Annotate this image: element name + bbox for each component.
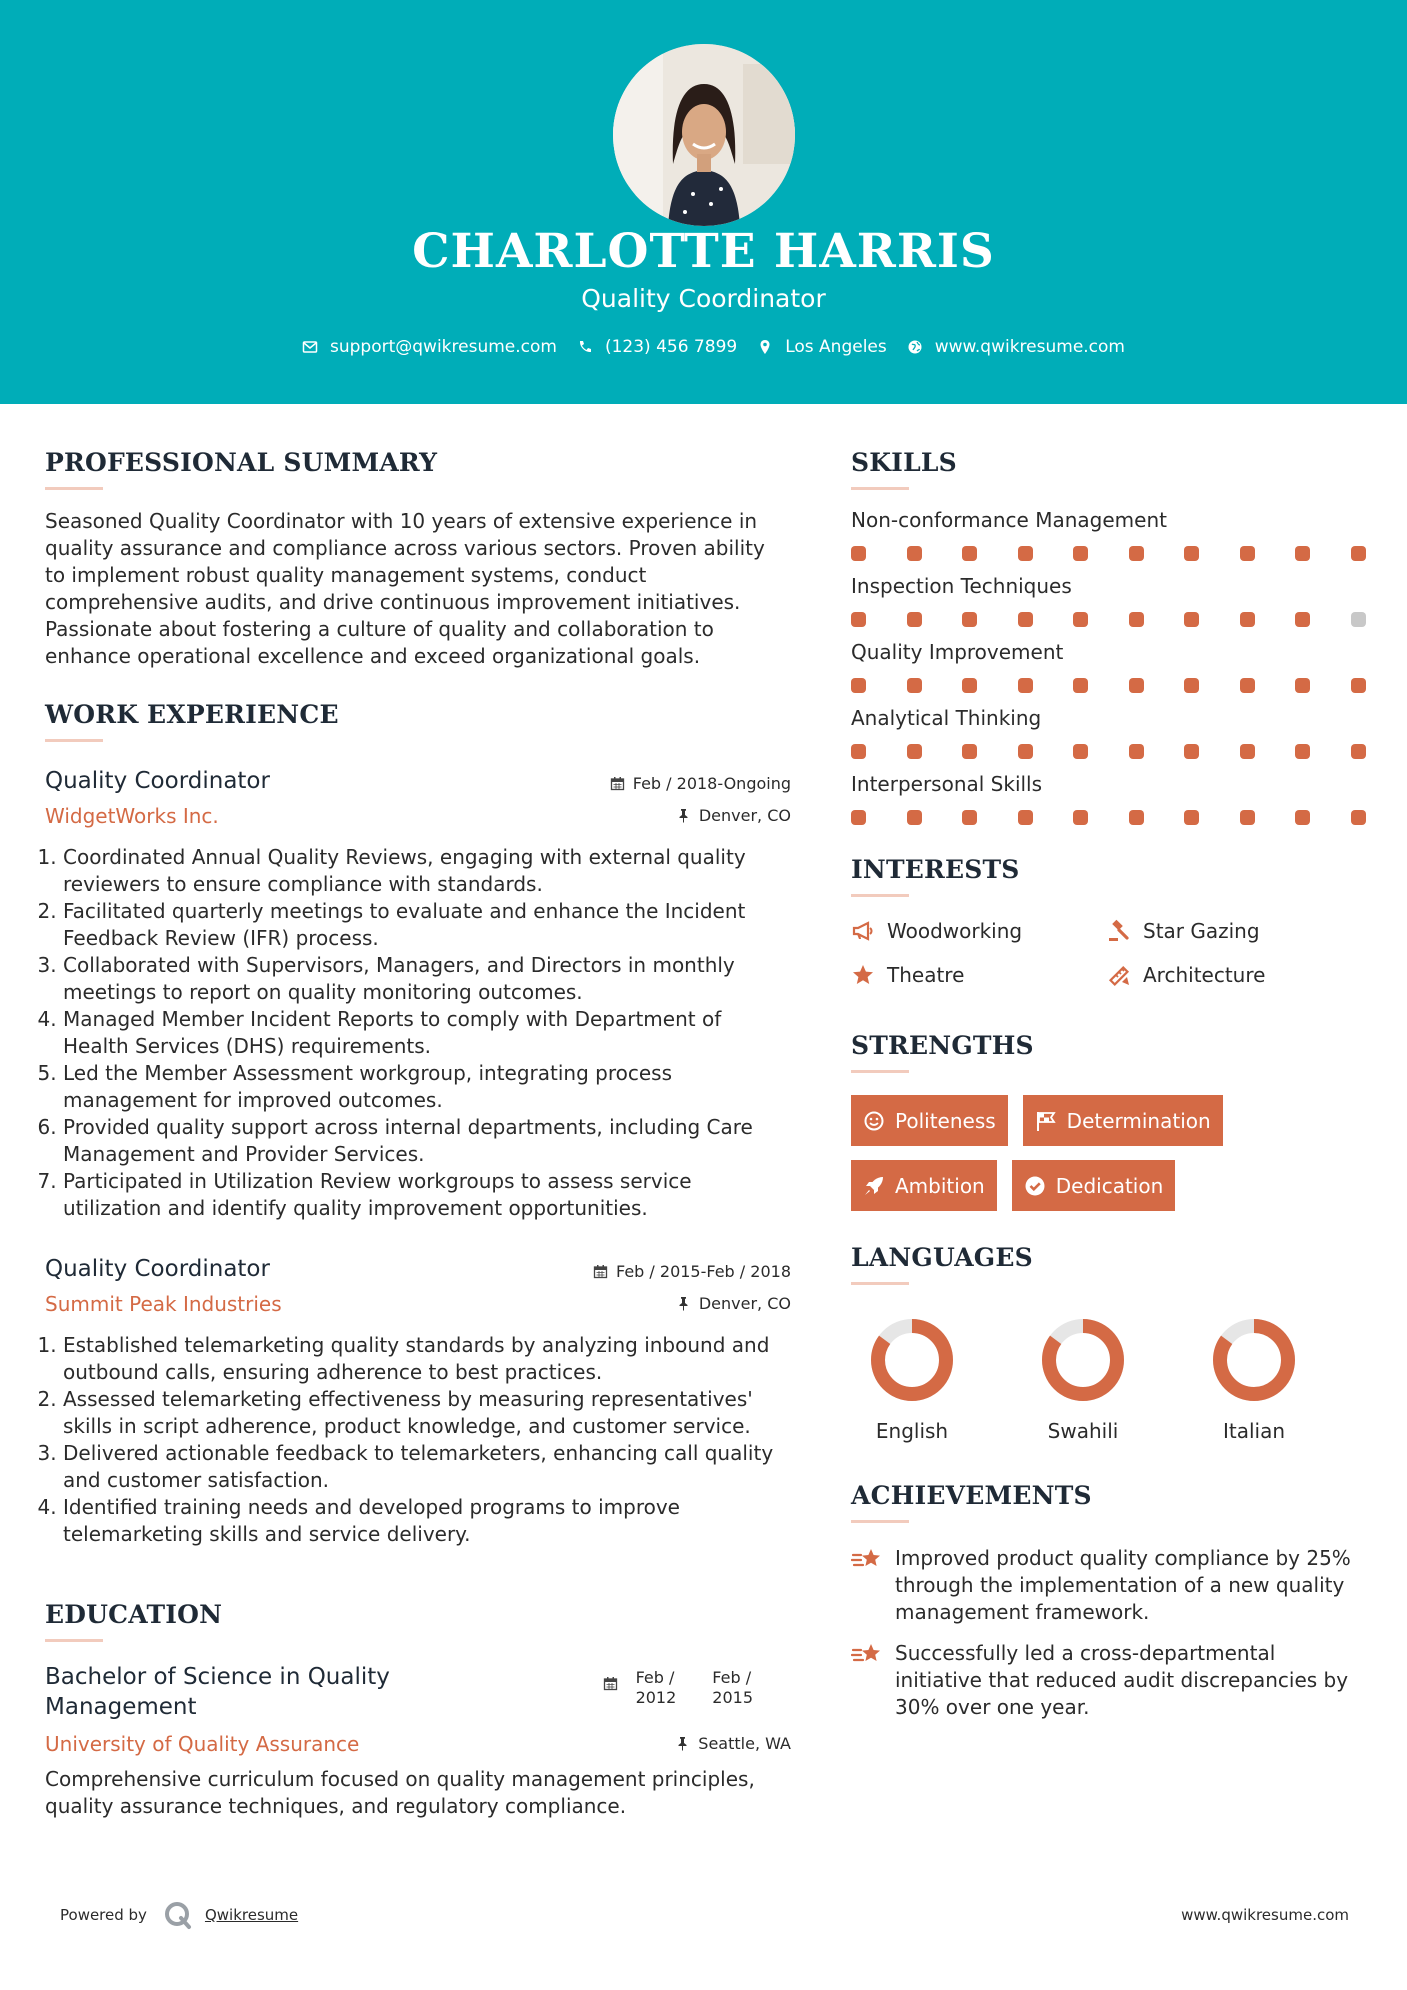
skill-rating	[851, 612, 1366, 627]
interest-label: Architecture	[1143, 963, 1266, 987]
pushpin-icon	[676, 1296, 691, 1311]
rating-dot	[851, 546, 866, 561]
education-section	[45, 1600, 791, 1820]
start-month: Feb /	[635, 1668, 675, 1687]
duty-list	[45, 844, 791, 1222]
duty-item: 3. Collaborated with Supervisors, Managers, and Directors in monthly meetings to report on quality monitoring outcomes.	[63, 952, 791, 1006]
rating-dot	[907, 612, 922, 627]
job-entry	[45, 768, 791, 1222]
languages-section	[851, 1243, 1366, 1443]
rating-dot	[1073, 612, 1088, 627]
duty-item: 4. Identified training needs and developed programs to improve telemarketing skills and service delivery.	[63, 1494, 791, 1548]
duty-list	[45, 1332, 791, 1548]
rating-dot	[907, 546, 922, 561]
section-rule	[851, 1070, 909, 1073]
rating-dot	[1295, 744, 1310, 759]
interests-section	[851, 855, 1366, 987]
rating-dot	[1018, 744, 1033, 759]
achievement-text: Successfully led a cross-departmental initiative that reduced audit discrepancies by 30% over one year.	[895, 1641, 1349, 1719]
rating-dot	[1295, 810, 1310, 825]
rating-dot	[962, 612, 977, 627]
skill-rating	[851, 546, 1366, 561]
experience-heading: WORK EXPERIENCE	[45, 700, 339, 729]
strength-label: Politeness	[895, 1108, 996, 1133]
summary-section	[45, 448, 791, 670]
interest-label: Star Gazing	[1143, 919, 1260, 943]
footer-website[interactable]: www.qwikresume.com	[1181, 1906, 1349, 1924]
profile-photo	[613, 44, 795, 226]
rating-dot	[1351, 810, 1366, 825]
job-dates-text: Feb / 2015-Feb / 2018	[616, 1262, 791, 1281]
rating-dot	[1240, 612, 1255, 627]
calendar-icon	[593, 1264, 608, 1279]
skill-rating	[851, 810, 1366, 825]
rating-dot	[1018, 546, 1033, 561]
education-description: Comprehensive curriculum focused on quality management principles, quality assurance techniques, and regulatory compliance.	[45, 1767, 755, 1818]
rating-dot	[1018, 810, 1033, 825]
interests-heading: INTERESTS	[851, 855, 1020, 884]
strength-badge	[851, 1160, 997, 1211]
rating-dot	[1129, 678, 1144, 693]
skill-rating	[851, 744, 1366, 759]
qwikresume-logo-icon	[163, 1900, 193, 1930]
rating-dot	[962, 546, 977, 561]
rating-dot	[851, 810, 866, 825]
education-dates	[603, 1668, 753, 1708]
strengths-heading: STRENGTHS	[851, 1031, 1034, 1060]
duty-item: 2. Assessed telemarketing effectiveness by measuring representatives' skills in script adherence, product knowledge, and customer service.	[63, 1386, 791, 1440]
interests-grid	[851, 919, 1366, 987]
contact-website[interactable]: www.qwikresume.com	[934, 337, 1125, 357]
rating-dot	[851, 744, 866, 759]
footer-powered-by	[60, 1900, 298, 1930]
duty-item: 1. Established telemarketing quality standards by analyzing inbound and outbound calls, ensuring adherence to best practices.	[63, 1332, 791, 1386]
language-item	[1193, 1315, 1364, 1443]
job-title: Quality Coordinator	[45, 768, 270, 794]
flag-icon	[1035, 1110, 1057, 1132]
language-item	[1022, 1315, 1193, 1443]
rating-dot	[1240, 678, 1255, 693]
skills-heading: SKILLS	[851, 448, 957, 477]
end-month: Feb /	[712, 1668, 752, 1687]
language-name: Swahili	[1047, 1419, 1119, 1443]
duty-item: 2. Facilitated quarterly meetings to evaluate and enhance the Incident Feedback Review (IFR) process.	[63, 898, 791, 952]
job-entry	[45, 1256, 791, 1548]
job-location	[676, 1294, 791, 1313]
rating-dot	[1240, 810, 1255, 825]
rating-dot	[907, 744, 922, 759]
duty-item: 5. Led the Member Assessment workgroup, integrating process management for improved outcomes.	[63, 1060, 791, 1114]
section-rule	[851, 1282, 909, 1285]
duty-item: 6. Provided quality support across internal departments, including Care Management and Provider Services.	[63, 1114, 791, 1168]
end-year: 2015	[712, 1688, 753, 1707]
rating-dot	[1184, 744, 1199, 759]
strength-label: Determination	[1066, 1108, 1211, 1133]
job-title: Quality Coordinator	[45, 1256, 270, 1282]
powered-by-label: Powered by	[60, 1906, 147, 1924]
rating-dot	[962, 678, 977, 693]
section-rule	[851, 487, 909, 490]
language-name: Italian	[1222, 1419, 1286, 1443]
strength-label: Dedication	[1055, 1173, 1164, 1198]
interest-label: Woodworking	[887, 919, 1023, 943]
rating-dot	[851, 678, 866, 693]
achievements-section	[851, 1481, 1366, 1721]
contact-location: Los Angeles	[785, 337, 887, 357]
skill-rating	[851, 678, 1366, 693]
company-name: WidgetWorks Inc.	[45, 804, 219, 828]
achievement-item	[851, 1640, 1366, 1721]
job-location	[676, 806, 791, 825]
rating-dot	[1351, 612, 1366, 627]
star-icon	[851, 963, 875, 987]
duty-item: 4. Managed Member Incident Reports to comply with Department of Health Services (DHS) requirements.	[63, 1006, 791, 1060]
job-location-text: Denver, CO	[698, 806, 791, 825]
summary-text: Seasoned Quality Coordinator with 10 years of extensive experience in quality assurance and compliance across various sectors. Proven ability to implement robust quality management systems, conduct comprehensive audits, and drive continuous improvement initiatives. Passionate about fostering a culture of quality and collaboration to enhance operational excellence and exceed organizational goals.	[45, 509, 765, 668]
left-column	[45, 448, 791, 1820]
interest-item	[851, 963, 1107, 987]
strengths-section	[851, 1031, 1366, 1211]
rating-dot	[1073, 546, 1088, 561]
rating-dot	[1184, 810, 1199, 825]
rating-dot	[962, 810, 977, 825]
rating-dot	[851, 612, 866, 627]
rating-dot	[1129, 744, 1144, 759]
degree-title: Bachelor of Science in Quality Management	[45, 1664, 390, 1720]
company-name: Summit Peak Industries	[45, 1292, 282, 1316]
language-donut	[1038, 1315, 1128, 1405]
language-name: English	[875, 1419, 949, 1443]
rating-dot	[1184, 678, 1199, 693]
strength-badge	[1012, 1160, 1176, 1211]
gavel-icon	[1107, 919, 1131, 943]
rating-dot	[1129, 612, 1144, 627]
rating-dot	[1018, 612, 1033, 627]
job-dates	[610, 774, 791, 793]
achievement-text: Improved product quality compliance by 25% through the implementation of a new quality management framework.	[895, 1546, 1351, 1624]
skill-name: Analytical Thinking	[851, 706, 1042, 730]
ruler-pencil-icon	[1107, 963, 1131, 987]
job-location-text: Denver, CO	[698, 1294, 791, 1313]
skills-list	[851, 508, 1366, 825]
language-donut	[867, 1315, 957, 1405]
header-banner	[0, 0, 1407, 404]
rating-dot	[1351, 744, 1366, 759]
rating-dot	[1351, 678, 1366, 693]
rating-dot	[1129, 810, 1144, 825]
calendar-icon	[610, 776, 625, 791]
skill-name: Non-conformance Management	[851, 508, 1167, 532]
megaphone-icon	[851, 919, 875, 943]
contact-email[interactable]: support@qwikresume.com	[330, 337, 557, 357]
rating-dot	[1184, 546, 1199, 561]
rating-dot	[1184, 612, 1199, 627]
education-entry	[45, 1662, 791, 1820]
interest-label: Theatre	[887, 963, 965, 987]
candidate-role: Quality Coordinator	[581, 284, 826, 313]
achievements-heading: ACHIEVEMENTS	[851, 1481, 1092, 1510]
strength-badge	[851, 1095, 1008, 1146]
pushpin-icon	[676, 808, 691, 823]
rocket-icon	[863, 1175, 885, 1197]
skill-name: Quality Improvement	[851, 640, 1064, 664]
rating-dot	[1295, 546, 1310, 561]
education-start	[636, 1668, 677, 1708]
duty-item: 7. Participated in Utilization Review workgroups to assess service utilization and identify quality improvement opportunities.	[63, 1168, 791, 1222]
qwikresume-link[interactable]: Qwikresume	[204, 1906, 299, 1924]
strengths-badges	[851, 1095, 1271, 1211]
contact-phone[interactable]: (123) 456 7899	[604, 337, 738, 357]
experience-section	[45, 700, 791, 1548]
shooting-star-icon	[851, 1545, 885, 1575]
check-circle-icon	[1024, 1175, 1046, 1197]
skill-name: Inspection Techniques	[851, 574, 1072, 598]
map-pin-icon	[757, 339, 773, 355]
duty-item: 1. Coordinated Annual Quality Reviews, engaging with external quality reviewers to ensure compliance with standards.	[63, 844, 791, 898]
rating-dot	[1351, 546, 1366, 561]
rating-dot	[1073, 744, 1088, 759]
languages-list	[851, 1315, 1366, 1443]
rating-dot	[907, 678, 922, 693]
phone-icon	[577, 339, 593, 355]
language-donut	[1209, 1315, 1299, 1405]
pushpin-icon	[675, 1736, 690, 1751]
education-heading: EDUCATION	[45, 1600, 223, 1629]
rating-dot	[1240, 744, 1255, 759]
shooting-star-icon	[851, 1640, 885, 1670]
strength-label: Ambition	[895, 1173, 985, 1198]
job-dates	[593, 1262, 791, 1281]
language-item	[851, 1315, 1022, 1443]
achievement-item	[851, 1545, 1366, 1626]
rating-dot	[1295, 612, 1310, 627]
section-rule	[45, 739, 103, 742]
rating-dot	[1018, 678, 1033, 693]
education-location-text: Seattle, WA	[698, 1734, 791, 1753]
section-rule	[851, 894, 909, 897]
calendar-icon	[603, 1676, 618, 1691]
rating-dot	[1073, 678, 1088, 693]
section-rule	[45, 1639, 103, 1642]
envelope-icon	[302, 339, 318, 355]
candidate-name: CHARLOTTE HARRIS	[412, 224, 995, 279]
section-rule	[851, 1520, 909, 1523]
job-dates-text: Feb / 2018-Ongoing	[632, 774, 791, 793]
interest-item	[1107, 963, 1363, 987]
school-name: University of Quality Assurance	[45, 1732, 360, 1756]
rating-dot	[907, 810, 922, 825]
duty-item: 3. Delivered actionable feedback to telemarketers, enhancing call quality and customer satisfaction.	[63, 1440, 791, 1494]
contact-bar	[0, 337, 1407, 357]
right-column	[851, 448, 1366, 1721]
rating-dot	[1240, 546, 1255, 561]
education-location	[675, 1734, 791, 1753]
smile-icon	[863, 1110, 885, 1132]
rating-dot	[1295, 678, 1310, 693]
skill-name: Interpersonal Skills	[851, 772, 1043, 796]
interest-item	[851, 919, 1107, 943]
languages-heading: LANGUAGES	[851, 1243, 1033, 1272]
globe-icon	[907, 339, 923, 355]
rating-dot	[1129, 546, 1144, 561]
skills-section	[851, 448, 1366, 825]
interest-item	[1107, 919, 1363, 943]
strength-badge	[1023, 1095, 1223, 1146]
start-year: 2012	[635, 1688, 677, 1707]
rating-dot	[1073, 810, 1088, 825]
rating-dot	[962, 744, 977, 759]
education-end	[712, 1668, 753, 1708]
section-rule	[45, 487, 103, 490]
summary-heading: PROFESSIONAL SUMMARY	[45, 448, 438, 477]
